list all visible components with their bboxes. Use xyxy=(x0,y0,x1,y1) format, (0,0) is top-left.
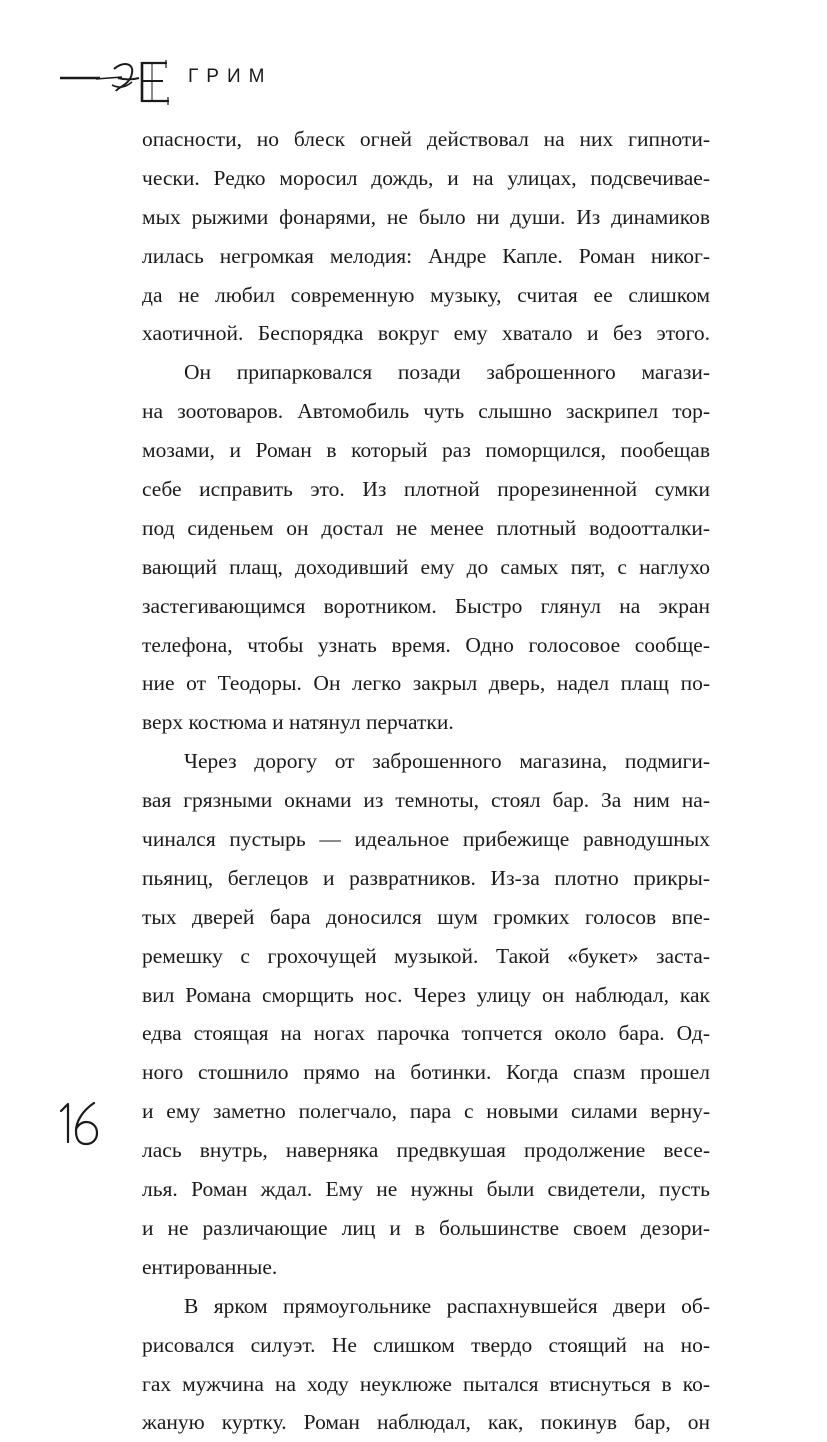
text-line: мых рыжими фонарями, не было ни души. Из динамиков xyxy=(142,204,710,229)
text-line: едва стоящая на ногах парочка топчется около бара. Од- xyxy=(142,1021,710,1046)
text-line: пьяниц, беглецов и развратников. Из-за плотно прикры- xyxy=(142,865,710,890)
text-line: жаную куртку. Роман наблюдал, как, покинув бар, он xyxy=(142,1410,710,1435)
text-line: вающий плащ, доходивший ему до самых пят, с наглухо xyxy=(142,554,710,579)
text-line: опасности, но блеск огней действовал на них гипноти- xyxy=(142,127,710,151)
text-line: тых дверей бара доносился шум громких голосов впе- xyxy=(142,904,710,929)
text-line: на зоотоваров. Автомобиль чуть слышно заскрипел тор- xyxy=(142,399,710,424)
calligraphic-flourish-icon xyxy=(60,58,182,106)
text-line: В ярком прямоугольнике распахнувшейся двери об- xyxy=(184,1293,710,1318)
text-line: верх костюма и натянул перчатки. xyxy=(142,710,454,735)
text-line: лилась негромкая мелодия: Андре Капле. Роман никог- xyxy=(142,243,710,268)
text-line: рисовался силуэт. Не слишком твердо стоящий на но- xyxy=(142,1332,710,1357)
text-line: чески. Редко моросил дождь, и на улицах, подсвечивае- xyxy=(142,165,710,190)
text-line: гах мужчина на ходу неуклюже пытался втиснуться в ко- xyxy=(142,1371,710,1396)
text-line: застегивающимся воротником. Быстро глянул на экран xyxy=(142,593,710,618)
text-line: хаотичной. Беспорядка вокруг ему хватало и без этого. xyxy=(142,321,710,346)
text-line: себе исправить это. Из плотной прорезиненной сумки xyxy=(142,477,710,502)
text-line: Через дорогу от заброшенного магазина, подмиги- xyxy=(184,749,710,774)
text-line: чинался пустырь — идеальное прибежище равнодушных xyxy=(142,827,710,852)
text-line: и ему заметно полегчало, пара с новыми силами верну- xyxy=(142,1099,710,1124)
text-line: лья. Роман ждал. Ему не нужны были свидетели, пусть xyxy=(142,1177,710,1202)
text-line: ремешку с грохочущей музыкой. Такой «букет» заста- xyxy=(142,943,710,968)
text-line: вая грязными окнами из темноты, стоял бар. За ним на- xyxy=(142,788,710,813)
page-number xyxy=(58,1100,104,1146)
text-line: лась внутрь, наверняка предвкушая продолжение весе- xyxy=(142,1138,710,1163)
text-line: телефона, чтобы узнать время. Одно голосовое сообще- xyxy=(142,632,710,657)
text-line: и не различающие лиц и в большинстве своем дезори- xyxy=(142,1215,710,1240)
body-text xyxy=(142,120,710,1442)
page-number-text: 16 xyxy=(73,1117,89,1134)
text-line: мозами, и Роман в который раз поморщился, пообещав xyxy=(142,438,710,463)
text-line: ентированные. xyxy=(142,1254,278,1279)
running-header xyxy=(60,58,360,106)
text-line: Он припарковался позади заброшенного магази- xyxy=(184,360,710,385)
text-line: под сиденьем он достал не менее плотный водоотталки- xyxy=(142,515,710,540)
text-line: ного стошнило прямо на ботинки. Когда спазм прошел xyxy=(142,1060,710,1085)
text-line: вил Романа сморщить нос. Через улицу он наблюдал, как xyxy=(142,982,710,1007)
text-line: да не любил современную музыку, считая ее слишком xyxy=(142,282,710,307)
book-title: ГРИМ xyxy=(188,66,273,87)
text-line: ние от Теодоры. Он легко закрыл дверь, надел плащ по- xyxy=(142,671,710,696)
